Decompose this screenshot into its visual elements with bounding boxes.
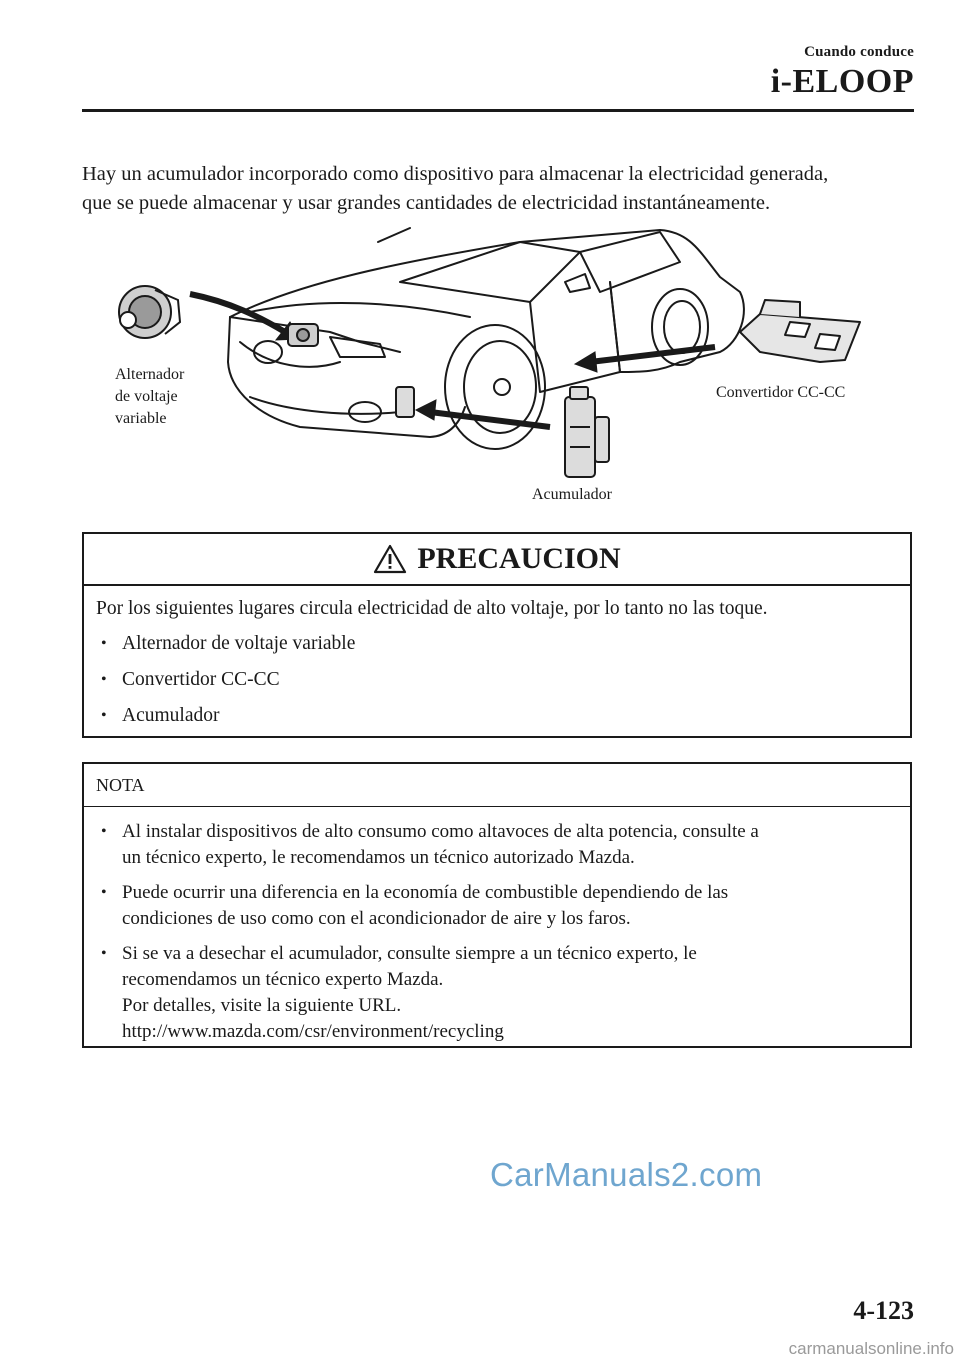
engine-part-icon [288,324,318,346]
warning-triangle-icon [373,544,407,574]
section-name: Cuando conduce [804,44,914,60]
watermark-logo: CarManuals2.com [490,1156,763,1193]
note-box [82,762,912,1048]
label-converter: Convertidor CC-CC [716,384,846,401]
bullet: • [101,945,107,962]
caution-list [96,631,898,729]
caution-title-text: PRECAUCION [417,542,621,575]
intro-paragraph [82,160,922,218]
note-title: NOTA [84,764,910,807]
caution-title [84,534,910,586]
intro-line: que se puede almacenar y usar grandes cantidades de electricidad instantáneamente. [82,192,771,214]
chapter-title: i-ELOOP [770,63,914,100]
list-item: • Si se va a desechar el acumulador, consulte siempre a un técnico experto, le recomendamos un técnico experto Mazda. Por detalles, visite la siguiente URL. http://www.mazda.com/csr/environment/recycling [96,941,898,1045]
page-number: 4-123 [853,1296,914,1325]
caution-text: Por los siguientes lugares circula electricidad de alto voltaje, por lo tanto no las toque. [96,598,768,619]
list-item: • Puede ocurrir una diferencia en la economía de combustible dependiendo de las condiciones de uso como con el acondicionador de aire y los faros. [101,882,729,929]
caution-box [82,532,912,738]
header-divider [82,109,914,112]
accumulator-icon [565,387,609,477]
label-accumulator: Acumulador [532,486,612,503]
bullet: • [101,707,107,724]
footer-watermark: carmanualsonline.info [788,1339,954,1358]
bullet: • [101,671,107,688]
alternator-icon [119,286,180,338]
caution-body [84,586,910,729]
note-body [84,807,910,1045]
bullet: • [101,823,107,840]
bullet: • [101,635,107,652]
converter-icon [740,300,860,362]
list-item: • Convertidor CC-CC [96,667,898,693]
list-item: • Alternador de voltaje variable [96,631,898,657]
list-item: • Al instalar dispositivos de alto consumo como altavoces de alta potencia, consulte a un técnico experto, le recomendamos un técnico autorizado Mazda. [101,821,759,868]
accumulator-mount-icon [396,387,414,417]
note-list [96,819,898,1045]
list-item: • Acumulador [96,703,898,729]
recycling-url: http://www.mazda.com/csr/environment/recycling [122,1021,504,1042]
car-illustration [100,222,890,512]
intro-line: Hay un acumulador incorporado como dispositivo para almacenar la electricidad generada, [82,163,829,185]
running-header [771,44,914,101]
label-alternator: Alternador de voltaje variable [115,366,185,427]
bullet: • [101,884,107,901]
component-illustration [100,222,890,512]
